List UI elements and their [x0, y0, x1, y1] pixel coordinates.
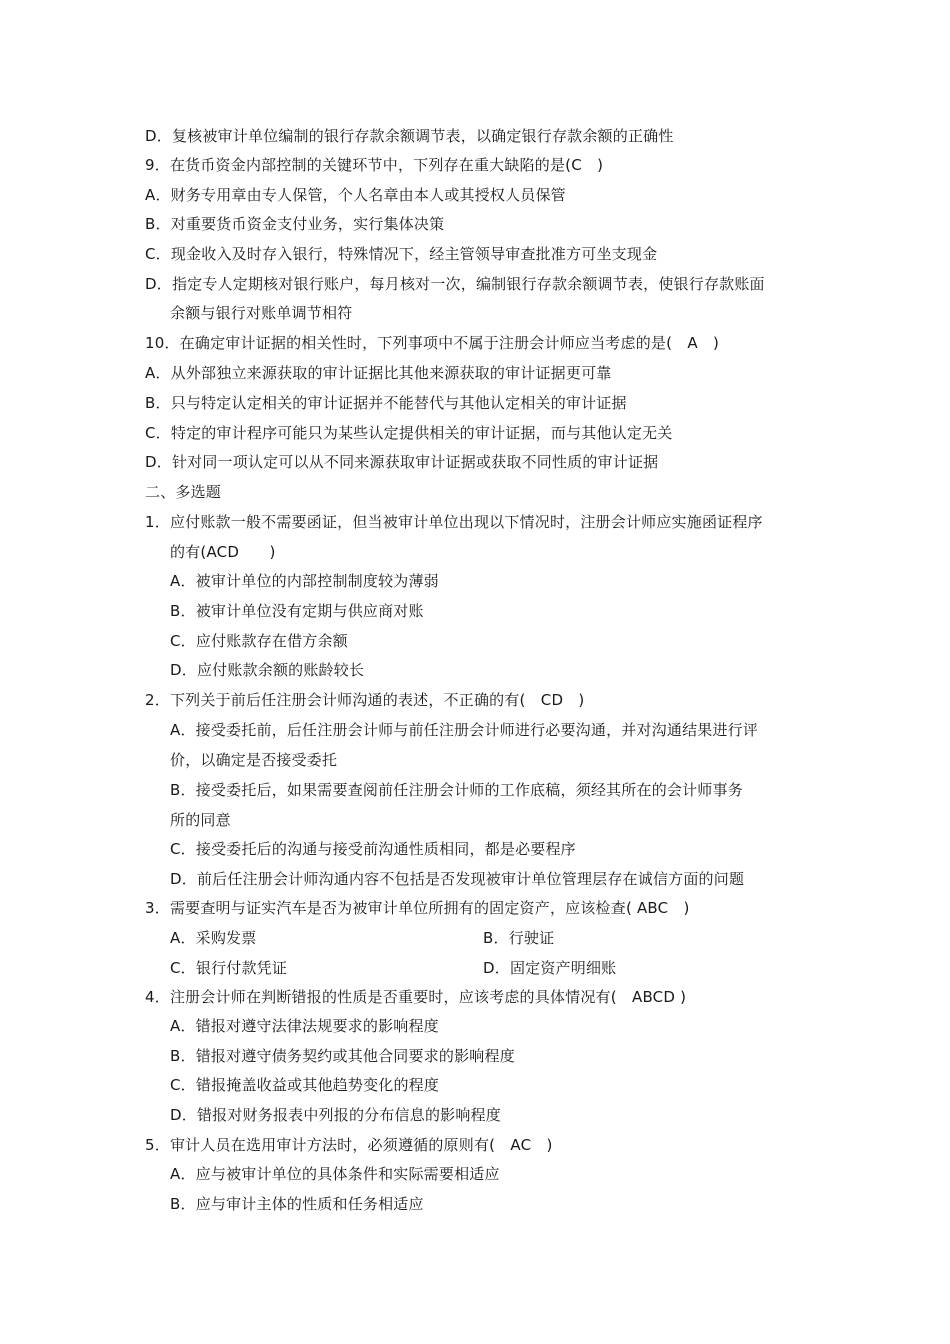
m5-option-b: B．应与审计主体的性质和任务相适应 [170, 1195, 424, 1213]
m2-option-b-cont: 所的同意 [170, 811, 231, 829]
q9-option-b: B．对重要货币资金支付业务，实行集体决策 [145, 215, 445, 233]
m4-option-d: D．错报对财务报表中列报的分布信息的影响程度 [170, 1106, 501, 1124]
m2-option-b: B．接受委托后，如果需要查阅前任注册会计师的工作底稿，须经其所在的会计师事务 [170, 781, 743, 799]
m4-stem: 4．注册会计师在判断错报的性质是否重要时，应该考虑的具体情况有( ABCD ) [145, 988, 687, 1006]
q9-option-d-cont: 余额与银行对账单调节相符 [170, 304, 353, 322]
q10-option-a: A．从外部独立来源获取的审计证据比其他来源获取的审计证据更可靠 [145, 364, 612, 382]
m5-option-a: A．应与被审计单位的具体条件和实际需要相适应 [170, 1165, 500, 1183]
q9-option-c: C．现金收入及时存入银行，特殊情况下，经主管领导审查批准方可坐支现金 [145, 245, 658, 263]
m1-option-a: A．被审计单位的内部控制制度较为薄弱 [170, 572, 439, 590]
m1-option-b: B．被审计单位没有定期与供应商对账 [170, 602, 424, 620]
m3-option-d: D．固定资产明细账 [483, 959, 617, 977]
m2-option-a: A．接受委托前，后任注册会计师与前任注册会计师进行必要沟通，并对沟通结果进行评 [170, 721, 759, 739]
q10-option-c: C．特定的审计程序可能只为某些认定提供相关的审计证据，而与其他认定无关 [145, 424, 673, 442]
m3-option-c: C．银行付款凭证 [170, 959, 288, 977]
m3-option-a: A．采购发票 [170, 929, 257, 947]
m1-option-d: D．应付账款余额的账龄较长 [170, 661, 365, 679]
q10-option-b: B．只与特定认定相关的审计证据并不能替代与其他认定相关的审计证据 [145, 394, 627, 412]
q8-option-d: D．复核被审计单位编制的银行存款余额调节表，以确定银行存款余额的正确性 [145, 127, 674, 145]
m3-stem: 3．需要查明与证实汽车是否为被审计单位所拥有的固定资产，应该检查( ABC ) [145, 899, 690, 917]
m5-stem: 5．审计人员在选用审计方法时，必须遵循的原则有( AC ) [145, 1136, 553, 1154]
m4-option-b: B．错报对遵守债务契约或其他合同要求的影响程度 [170, 1047, 515, 1065]
q9-stem: 9．在货币资金内部控制的关键环节中，下列存在重大缺陷的是(C ) [145, 156, 604, 174]
m1-stem-cont: 的有(ACD ) [170, 543, 276, 561]
m2-option-d: D．前后任注册会计师沟通内容不包括是否发现被审计单位管理层存在诚信方面的问题 [170, 870, 745, 888]
q10-option-d: D．针对同一项认定可以从不同来源获取审计证据或获取不同性质的审计证据 [145, 453, 659, 471]
q9-option-d: D．指定专人定期核对银行账户，每月核对一次，编制银行存款余额调节表，使银行存款账面 [145, 275, 765, 293]
m1-stem: 1．应付账款一般不需要函证，但当被审计单位出现以下情况时，注册会计师应实施函证程序 [145, 513, 763, 531]
q9-option-a: A．财务专用章由专人保管，个人名章由本人或其授权人员保管 [145, 186, 566, 204]
section-heading-multi-choice: 二、多选题 [145, 483, 222, 501]
q10-stem: 10．在确定审计证据的相关性时，下列事项中不属于注册会计师应当考虑的是( A ) [145, 334, 720, 352]
m3-option-b: B．行驶证 [483, 929, 555, 947]
m2-option-c: C．接受委托后的沟通与接受前沟通性质相同，都是必要程序 [170, 840, 576, 858]
m2-option-a-cont: 价，以确定是否接受委托 [170, 751, 338, 769]
m4-option-c: C．错报掩盖收益或其他趋势变化的程度 [170, 1076, 440, 1094]
m1-option-c: C．应付账款存在借方余额 [170, 632, 348, 650]
m2-stem: 2．下列关于前后任注册会计师沟通的表述，不正确的有( CD ) [145, 691, 585, 709]
m4-option-a: A．错报对遵守法律法规要求的影响程度 [170, 1017, 439, 1035]
